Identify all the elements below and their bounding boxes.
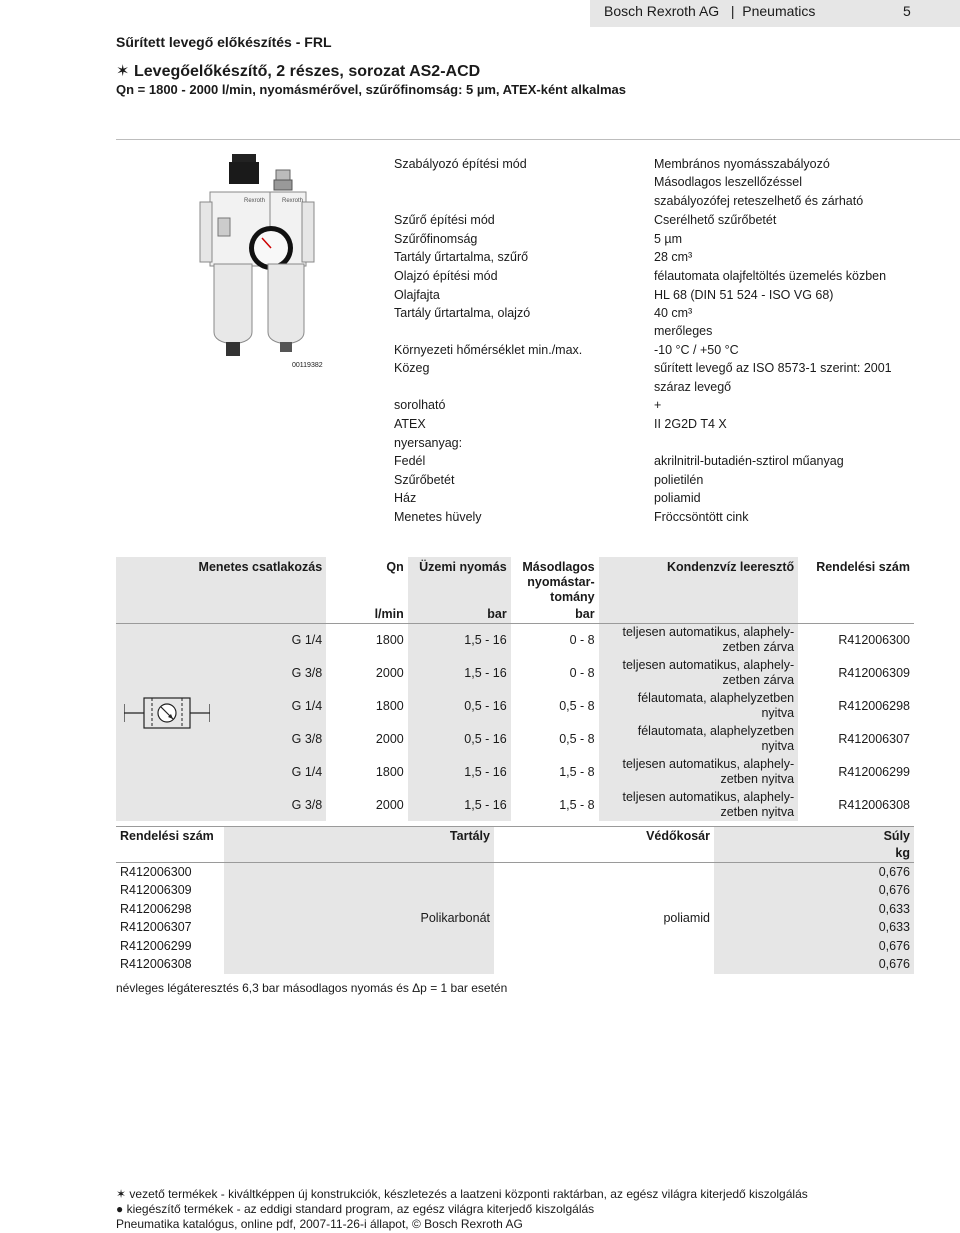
order-no-cell: R412006300 — [120, 865, 192, 879]
star-icon: ✶ — [116, 63, 130, 80]
unit-weight: kg — [714, 845, 914, 863]
spec-label: Tartály űrtartalma, olajzó — [394, 306, 531, 320]
secondary-cell: 0 - 8 — [569, 632, 595, 647]
weight-cell: 0,676 — [714, 863, 914, 882]
spec-value: 40 cm³ — [654, 306, 693, 320]
secondary-cell: 0,5 - 8 — [559, 731, 595, 746]
spec-label: sorolható — [394, 398, 446, 412]
drain-cell — [599, 755, 799, 788]
col-header-weight: Súly — [714, 827, 914, 845]
product-title: ✶ Levegőelőkészítő, 2 részes, sorozat AS2-ACD — [116, 63, 481, 80]
spec-label: Menetes hüvely — [394, 510, 482, 524]
drain-cell — [599, 623, 799, 656]
order-no-cell: R412006308 — [120, 957, 192, 972]
drain-line: nyitva — [761, 705, 795, 720]
drain-line: zetben zárva — [722, 639, 795, 654]
thread-cell: G 1/4 — [116, 689, 326, 722]
spec-value: Membrános nyomásszabályozó — [654, 157, 830, 171]
order-table — [116, 557, 914, 821]
spec-label: Közeg — [394, 361, 430, 375]
order-no-cell: R412006299 — [120, 938, 192, 953]
secondary-cell: 1,5 - 8 — [559, 797, 595, 812]
qn-cell: 1800 — [375, 698, 404, 713]
order-no-cell: R412006309 — [120, 883, 192, 898]
pressure-cell: 0,5 - 16 — [408, 689, 511, 722]
secondary-cell: 1,5 - 8 — [559, 764, 595, 779]
qn-cell: 2000 — [375, 731, 404, 746]
product-image — [196, 152, 316, 367]
spec-value: Cserélhető szűrőbetét — [654, 213, 777, 227]
page-number: 5 — [903, 3, 911, 19]
drain-line: teljesen automatikus, alaphely- — [622, 789, 795, 804]
weight-cell: 0,633 — [714, 900, 914, 919]
order-no-cell: R412006298 — [120, 901, 192, 916]
spec-label: Környezeti hőmérséklet min./max. — [394, 343, 583, 357]
col-header-guard: Védőkosár — [646, 828, 710, 843]
material-table — [116, 826, 914, 974]
spec-label: Ház — [394, 491, 417, 505]
drain-line: zetben nyitva — [720, 804, 795, 819]
spec-value: félautomata olajfeltöltés üzemelés közben — [654, 269, 887, 283]
spec-value: polietilén — [654, 473, 704, 487]
thread-cell: G 3/8 — [116, 656, 326, 689]
spec-value: II 2G2D T4 X — [654, 417, 727, 431]
header-company: Bosch Rexroth AG | Pneumatics — [604, 3, 816, 19]
table-row — [116, 863, 914, 882]
order-no-cell: R412006300 — [838, 632, 910, 647]
drain-cell — [599, 788, 799, 821]
table-row — [116, 788, 914, 821]
footer-line-2: ● kiegészítő termékek - az eddigi standard program, az egész világra kiterjedő kiszolgálás — [116, 1202, 595, 1216]
table-row — [116, 623, 914, 656]
col-header-order-no: Rendelési szám — [816, 560, 910, 574]
weight-cell: 0,633 — [714, 918, 914, 937]
table-row — [116, 689, 914, 722]
svg-text:Rexroth: Rexroth — [244, 198, 266, 204]
pressure-cell: 1,5 - 16 — [408, 755, 511, 788]
pressure-cell: 1,5 - 16 — [408, 788, 511, 821]
spec-value: szabályozófej reteszelhető és zárható — [654, 194, 864, 208]
spec-value: akrilnitril-butadién-sztirol műanyag — [654, 454, 844, 468]
bowl-cell: Polikarbonát — [224, 863, 494, 974]
order-no-cell: R412006308 — [838, 797, 910, 812]
unit-qn: l/min — [374, 606, 404, 621]
drain-line: teljesen automatikus, alaphely- — [622, 756, 795, 771]
secondary-cell: 0,5 - 8 — [559, 698, 595, 713]
col-header-pressure: Üzemi nyomás — [408, 557, 511, 605]
qn-cell: 2000 — [375, 797, 404, 812]
spec-value: HL 68 (DIN 51 524 - ISO VG 68) — [654, 288, 834, 302]
section-title: Sűrített levegő előkészítés - FRL — [116, 34, 332, 50]
thread-cell: G 1/4 — [116, 755, 326, 788]
footer-line-3: Pneumatika katalógus, online pdf, 2007-11-26-i állapot, © Bosch Rexroth AG — [116, 1217, 523, 1231]
spec-value: Fröccsöntött cink — [654, 510, 749, 524]
spec-value: sűrített levegő az ISO 8573-1 szerint: 2001 — [654, 361, 892, 375]
spec-label: Szűrőfinomság — [394, 232, 478, 246]
secondary-cell: 0 - 8 — [569, 665, 595, 680]
col-header-order-no: Rendelési szám — [120, 828, 214, 843]
qn-cell: 1800 — [375, 632, 404, 647]
pressure-cell: 1,5 - 16 — [408, 623, 511, 656]
pressure-cell: 1,5 - 16 — [408, 656, 511, 689]
spec-value: 28 cm³ — [654, 250, 693, 264]
qn-cell: 1800 — [375, 764, 404, 779]
unit-pressure: bar — [408, 605, 511, 623]
drain-line: félautomata, alaphelyzetben — [637, 723, 795, 738]
weight-cell: 0,676 — [714, 881, 914, 900]
spec-label: Olajfajta — [394, 288, 440, 302]
unit-secondary: bar — [575, 606, 595, 621]
spec-value: -10 °C / +50 °C — [654, 343, 739, 357]
header-section: Pneumatics — [742, 3, 816, 19]
order-no-cell: R412006299 — [838, 764, 910, 779]
product-subtitle: Qn = 1800 - 2000 l/min, nyomásmérővel, szűrőfinomság: 5 µm, ATEX-ként alkalmas — [116, 82, 626, 97]
col-header-drain: Kondenzvíz leeresztő — [599, 557, 799, 605]
thread-cell: G 1/4 — [116, 623, 326, 656]
spec-value: 5 µm — [654, 232, 683, 246]
table-note: névleges légáteresztés 6,3 bar másodlagos nyomás és Δp = 1 bar esetén — [116, 981, 508, 995]
drain-cell — [599, 722, 799, 755]
footer-line-1: ✶ vezető termékek - kiváltképpen új konstrukciók, készletezés a laatzeni központi raktárban, az egész világra kiterjedő kiszolgálás — [116, 1187, 808, 1201]
drain-line: félautomata, alaphelyzetben — [637, 690, 795, 705]
table-row — [116, 656, 914, 689]
order-no-cell: R412006298 — [838, 698, 910, 713]
divider — [116, 139, 960, 140]
bullet-icon: ● — [116, 1202, 124, 1216]
col-header-secondary: Másodlagos nyomástar-tomány — [522, 560, 595, 604]
spec-label: Szűrőbetét — [394, 473, 455, 487]
guard-cell: poliamid — [663, 911, 710, 926]
drain-cell — [599, 656, 799, 689]
table-row — [116, 722, 914, 755]
spec-label: Tartály űrtartalma, szűrő — [394, 250, 529, 264]
col-header-qn: Qn — [386, 560, 404, 574]
drain-line: teljesen automatikus, alaphely- — [622, 624, 795, 639]
pneumatic-symbol — [124, 696, 210, 733]
thread-cell: G 3/8 — [116, 722, 326, 755]
col-header-connection: Menetes csatlakozás — [116, 557, 326, 605]
spec-label: ATEX — [394, 417, 426, 431]
spec-label: Fedél — [394, 454, 426, 468]
drain-line: zetben zárva — [722, 672, 795, 687]
spec-value: + — [654, 398, 662, 412]
spec-value: poliamid — [654, 491, 701, 505]
order-no-cell: R412006309 — [838, 665, 910, 680]
spec-value: Másodlagos leszellőzéssel — [654, 175, 802, 189]
drain-line: nyitva — [761, 738, 795, 753]
table-row — [116, 755, 914, 788]
spec-label: Olajzó építési mód — [394, 269, 498, 283]
image-code: 00119382 — [292, 362, 323, 369]
col-header-bowl: Tartály — [224, 827, 494, 845]
spec-label: Szűrő építési mód — [394, 213, 495, 227]
spec-value: száraz levegő — [654, 380, 732, 394]
order-no-cell: R412006307 — [838, 731, 910, 746]
pressure-cell: 0,5 - 16 — [408, 722, 511, 755]
weight-cell: 0,676 — [714, 937, 914, 956]
svg-text:Rexroth: Rexroth — [282, 198, 304, 204]
star-icon: ✶ — [116, 1187, 127, 1201]
qn-cell: 2000 — [375, 665, 404, 680]
drain-cell — [599, 689, 799, 722]
weight-cell: 0,676 — [714, 955, 914, 974]
drain-line: teljesen automatikus, alaphely- — [622, 657, 795, 672]
spec-label: Szabályozó építési mód — [394, 157, 527, 171]
thread-cell: G 3/8 — [116, 788, 326, 821]
order-no-cell: R412006307 — [120, 920, 192, 935]
spec-label: nyersanyag: — [394, 436, 463, 450]
spec-value: merőleges — [654, 324, 713, 338]
drain-line: zetben nyitva — [720, 771, 795, 786]
